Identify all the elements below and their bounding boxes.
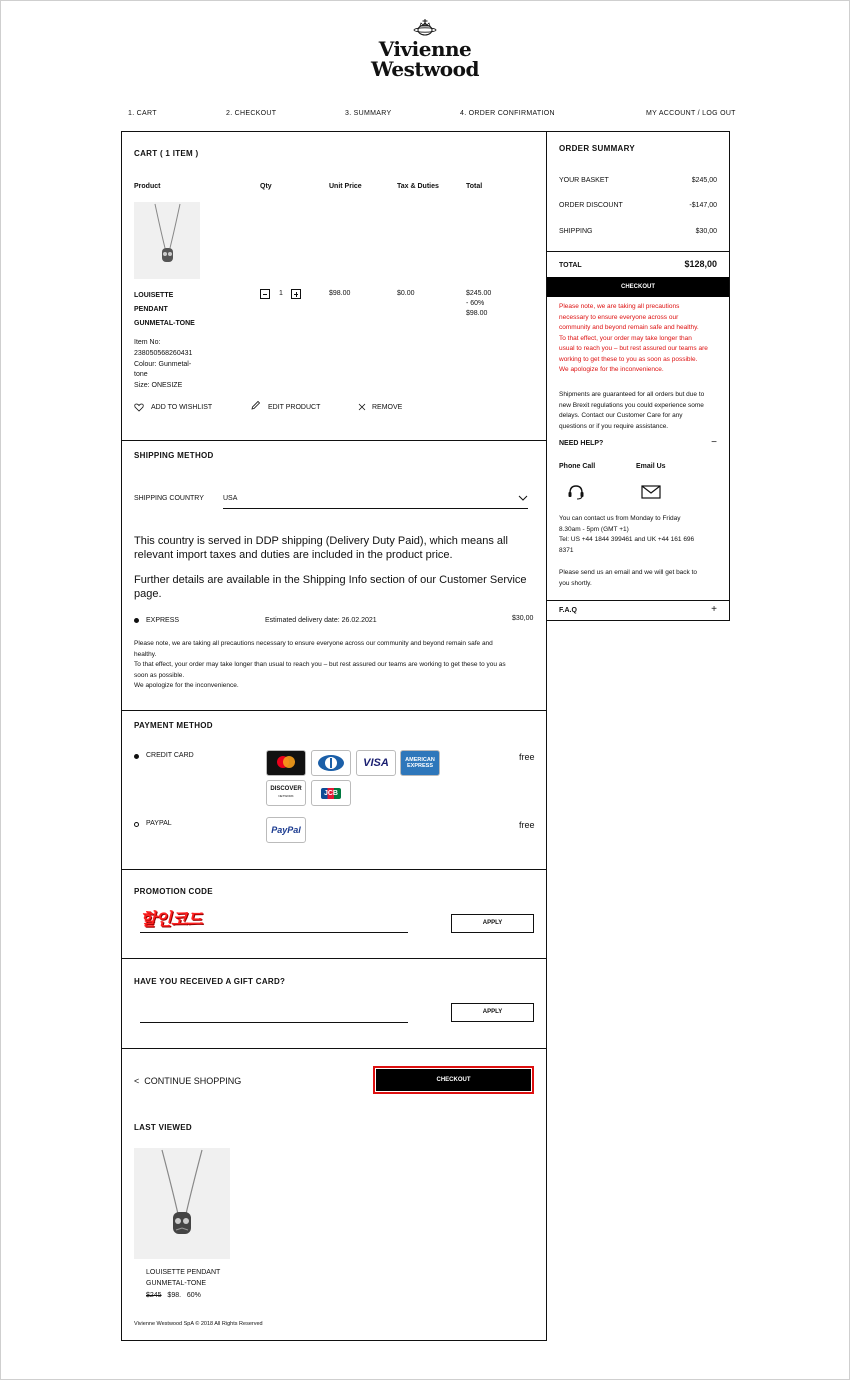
shipping-info-text (134, 573, 527, 601)
payment-title: PAYMENT METHOD (134, 721, 213, 730)
summary-title: ORDER SUMMARY (559, 144, 636, 153)
heart-icon[interactable] (134, 403, 144, 412)
shipping-note (134, 639, 539, 692)
shipping-label: SHIPPING (559, 228, 593, 235)
discover-icon (266, 780, 306, 806)
total-original: $245.00 (466, 290, 492, 297)
item-no: 238050568260431 (134, 350, 193, 357)
expand-plus-icon[interactable]: + (711, 604, 717, 615)
diners-icon (311, 750, 351, 776)
gift-title: HAVE YOU RECEIVED A GIFT CARD? (134, 977, 286, 986)
discover-sub: NETWORK (278, 794, 294, 798)
red-line: To that effect, your order may take longer than (559, 334, 692, 342)
express-radio[interactable] (134, 618, 139, 623)
step-checkout[interactable]: 2. CHECKOUT (226, 110, 277, 117)
collapse-minus-icon[interactable]: − (711, 437, 717, 448)
diners-logo (316, 754, 346, 772)
promo-title: PROMOTION CODE (134, 887, 213, 896)
mastercard-icon (266, 750, 306, 776)
ship-line: delays. Contact our Customer Care for any (559, 412, 683, 419)
visa-icon: VISA (356, 750, 396, 776)
delivery-date: Estimated delivery date: 26.02.2021 (265, 617, 377, 624)
col-product: Product (134, 183, 161, 190)
item-name-2[interactable]: PENDANT (134, 306, 168, 313)
promo-apply-button[interactable]: APPLY (451, 914, 534, 933)
last-viewed-name-2[interactable]: GUNMETAL-TONE (146, 1280, 207, 1287)
last-viewed-old-price: $245 (146, 1292, 162, 1299)
step-summary[interactable]: 3. SUMMARY (345, 110, 392, 117)
ship-line: questions or if you require assistance. (559, 422, 669, 430)
edit-product-button[interactable]: EDIT PRODUCT (268, 404, 321, 411)
paypal-radio[interactable] (134, 822, 139, 827)
qty-decrease-button[interactable] (260, 289, 270, 299)
contact-line: Tel: US +44 1844 399461 and UK +44 161 696 (559, 536, 695, 543)
brexit-red-note (559, 302, 724, 376)
shipping-country-select[interactable] (223, 483, 528, 509)
divider (122, 958, 546, 959)
note-line-1: Please note, we are taking all precautions necessary to ensure everyone across our community and beyond remain safe and (134, 640, 493, 647)
shipping-price: $30,00 (512, 615, 534, 622)
qty-increase-button[interactable] (291, 289, 301, 299)
product-image[interactable] (134, 202, 200, 279)
orb-logo-icon (411, 16, 439, 38)
paypal-icon: PayPal (266, 817, 306, 843)
discount-value: -$147,00 (689, 202, 717, 209)
back-arrow-icon: < (134, 1076, 140, 1086)
last-viewed-title: LAST VIEWED (134, 1123, 192, 1132)
item-size: Size: ONESIZE (134, 382, 183, 389)
order-summary-panel (546, 131, 730, 621)
tax-duties: $0.00 (397, 290, 415, 297)
credit-card-price: free (519, 752, 535, 762)
step-order-confirmation[interactable]: 4. ORDER CONFIRMATION (460, 110, 555, 117)
express-label[interactable]: EXPRESS (146, 617, 180, 624)
amex-text-1: AMERICAN (405, 757, 435, 763)
col-unit-price: Unit Price (329, 183, 362, 190)
envelope-icon[interactable] (641, 485, 661, 499)
paypal-label[interactable]: PAYPAL (146, 820, 172, 827)
divider (547, 251, 729, 252)
qty-value: 1 (279, 290, 283, 297)
jcb-text: JCB (321, 788, 341, 799)
continue-shopping-label: CONTINUE SHOPPING (144, 1076, 242, 1086)
divider (122, 869, 546, 870)
gift-card-input[interactable] (140, 1022, 408, 1023)
faq-toggle[interactable]: F.A.Q (559, 607, 577, 614)
total-final: $98.00 (466, 310, 488, 317)
promo-input[interactable] (140, 932, 408, 933)
shipping-title: SHIPPING METHOD (134, 451, 214, 460)
jcb-icon (311, 780, 351, 806)
email-line: you shortly. (559, 579, 592, 587)
item-no-label: Item No: (134, 339, 161, 346)
headset-icon[interactable] (567, 484, 585, 500)
red-line: necessary to ensure everyone across our (559, 313, 679, 321)
checkout-button[interactable]: CHECKOUT (376, 1069, 531, 1091)
note-line-4: soon as possible. (134, 671, 185, 679)
main-panel (121, 131, 547, 1341)
red-line: usual to reach you – but rest assured our teams are (559, 345, 708, 352)
remove-button[interactable]: REMOVE (372, 404, 403, 411)
ddp-line-1: This country is served in DDP shipping (Delivery Duty Paid), which means all (134, 535, 508, 547)
gift-apply-button[interactable]: APPLY (451, 1003, 534, 1022)
brand-name-line1: Vivienne (378, 37, 472, 61)
brand-name-line2: Westwood (371, 57, 479, 81)
basket-label: YOUR BASKET (559, 177, 609, 184)
need-help-toggle[interactable]: NEED HELP? (559, 440, 604, 447)
red-line: working to get these to you as soon as possible. (559, 355, 698, 363)
discover-text: DISCOVER (270, 786, 302, 792)
note-line-3: To that effect, your order may take longer than usual to reach you – but rest assured our teams are working to get these to you as (134, 661, 506, 668)
cart-title: CART ( 1 ITEM ) (134, 149, 199, 158)
pencil-icon[interactable] (250, 400, 261, 411)
ship-line: Shipments are guaranteed for all orders but due to (559, 391, 705, 398)
email-us-label[interactable]: Email Us (636, 463, 666, 470)
phone-call-label[interactable]: Phone Call (559, 463, 596, 470)
credit-card-label[interactable]: CREDIT CARD (146, 752, 194, 759)
divider (122, 1048, 546, 1049)
email-note (559, 568, 724, 589)
chevron-down-icon (518, 495, 528, 501)
note-line-5: We apologize for the inconvenience. (134, 682, 239, 689)
mastercard-logo (273, 754, 299, 772)
basket-value: $245,00 (691, 177, 717, 184)
footer-copyright: Vivienne Westwood SpA © 2018 All Rights Reserved (134, 1321, 263, 1327)
divider (122, 440, 546, 441)
credit-card-radio[interactable] (134, 754, 139, 759)
last-viewed-name-1[interactable]: LOUISETTE PENDANT (146, 1269, 221, 1276)
info-line-1: Further details are available in the Shipping Info section of our Customer Service (134, 574, 527, 586)
amex-text-2: EXPRESS (407, 763, 433, 769)
brand-logo[interactable] (360, 16, 490, 82)
last-viewed-image[interactable] (134, 1148, 230, 1259)
last-viewed-new-price: $98. (167, 1292, 182, 1299)
contact-hours (559, 514, 724, 556)
total-discount: - 60% (466, 300, 485, 307)
shipping-country-label: SHIPPING COUNTRY (134, 495, 204, 502)
info-line-2: page. (134, 588, 162, 600)
pendant-large-image (134, 1148, 230, 1259)
item-colour-cont: tone (134, 371, 148, 378)
item-name-3[interactable]: GUNMETAL-TONE (134, 320, 195, 327)
contact-line: 8.30am - 5pm (GMT +1) (559, 525, 629, 533)
shipping-country-value: USA (223, 495, 238, 502)
col-total: Total (466, 183, 483, 190)
pendant-image (134, 202, 200, 279)
amex-icon (400, 750, 440, 776)
total-value: $128,00 (684, 259, 717, 269)
divider (122, 710, 546, 711)
col-tax: Tax & Duties (397, 183, 439, 190)
divider (547, 600, 729, 601)
red-line: Please note, we are taking all precautions (559, 303, 680, 310)
last-viewed-prices (146, 1292, 201, 1299)
unit-price: $98.00 (329, 290, 351, 297)
shipment-note (559, 390, 724, 432)
ddp-line-2: relevant import taxes and duties are included in the product price. (134, 549, 453, 561)
close-icon[interactable] (358, 403, 366, 411)
total-label: TOTAL (559, 262, 582, 269)
contact-line: You can contact us from Monday to Friday (559, 515, 681, 522)
red-line: We apologize for the inconvenience. (559, 366, 664, 373)
email-line: Please send us an email and we will get back to (559, 569, 698, 576)
col-qty: Qty (260, 183, 272, 190)
item-name-1[interactable]: LOUISETTE (134, 292, 174, 299)
plus-icon-v (296, 292, 297, 297)
minus-icon (263, 294, 267, 295)
item-colour: Colour: Gunmetal- (134, 361, 192, 368)
last-viewed-discount: 60% (186, 1292, 201, 1299)
paypal-price: free (519, 820, 535, 830)
ship-line: new Brexit regulations you could experience some (559, 401, 704, 409)
shipping-value: $30,00 (695, 228, 717, 235)
contact-line: 8371 (559, 546, 574, 554)
add-to-wishlist-button[interactable]: ADD TO WISHLIST (151, 404, 213, 411)
promo-input-value[interactable]: 할인코드 (140, 910, 202, 929)
red-line: community and beyond remain safe and healthy. (559, 324, 699, 331)
step-cart[interactable]: 1. CART (128, 110, 157, 117)
continue-shopping-link[interactable] (134, 1076, 241, 1086)
discount-label: ORDER DISCOUNT (559, 202, 623, 209)
account-link[interactable]: MY ACCOUNT / LOG OUT (646, 110, 736, 117)
ddp-text (134, 534, 508, 562)
summary-checkout-button[interactable]: CHECKOUT (547, 277, 729, 297)
note-line-2: healthy. (134, 650, 157, 658)
